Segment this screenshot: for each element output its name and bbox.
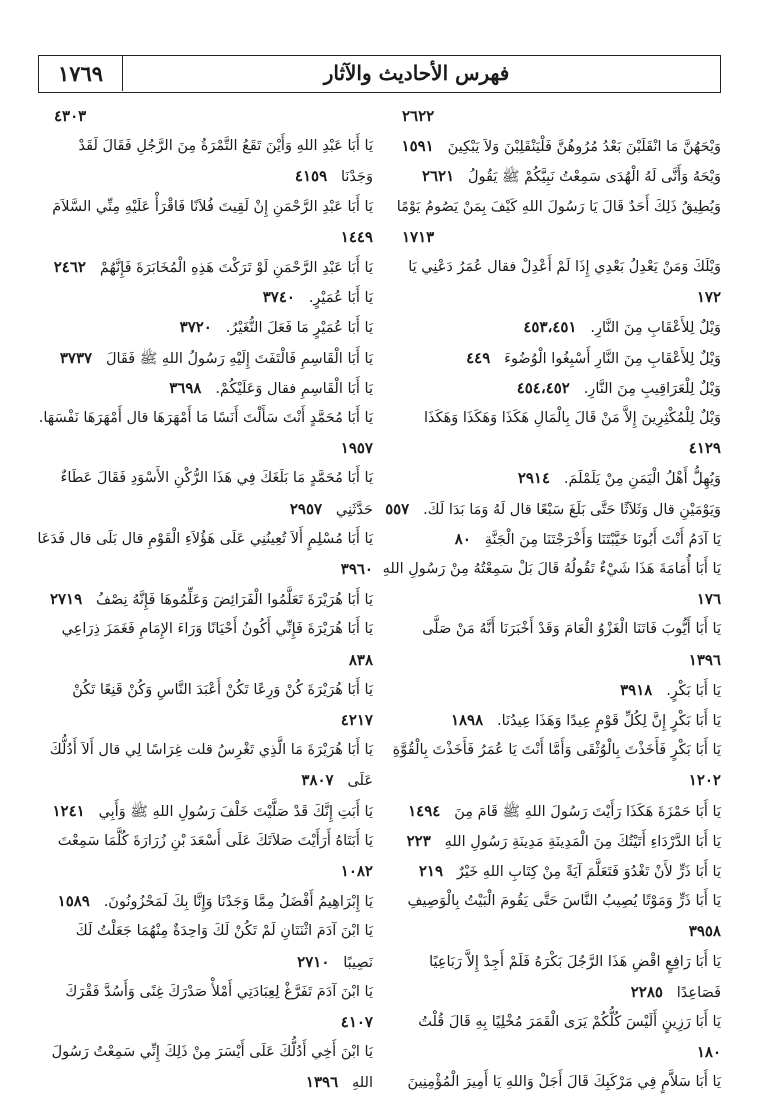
index-entry: [386, 976, 721, 1008]
entry-text: يَا أَبَا عَبْدِ الرَّحْمَنِ إِنْ لَقِيتَ فُلاَنًا فَاقْرَأْ عَلَيْهِ مِنِّي السَّلاَمَ: [52, 198, 373, 215]
entry-text: يَا أَبَا رَافِعٍ اقْضِ هَذَا الرَّجُلَ بَكْرَهُ فَلَمْ أَجِدْ إِلاَّ رَبَاعِيًا: [429, 953, 721, 970]
entry-number: ٨٠: [454, 529, 471, 548]
index-entry: [386, 1006, 721, 1038]
entry-text: يَا أَبَا الدَّرْدَاءِ أَتَيْتُكَ مِنَ الْمَدِينَةِ مَدِينَةِ رَسُولِ اللهِ: [444, 833, 721, 850]
index-entry: [38, 613, 373, 645]
index-entry: [386, 915, 721, 947]
entry-text: وَيْلٌ لِلأَعْقَابِ مِنَ النَّارِ أَسْبِغُوا الْوُضُوءَ: [504, 350, 721, 367]
index-entry: [386, 764, 721, 796]
entry-number: ٢٦٢١: [421, 167, 455, 186]
entry-text: وَيْلٌ لِلْمُكْثِرِينَ إِلاَّ مَنْ قَالَ بِالْمَالِ هَكَذَا وَهَكَذَا وَهَكَذَا: [423, 410, 721, 426]
index-entry: [386, 342, 721, 374]
entry-number: ١٧٦: [696, 590, 721, 609]
index-entry: [38, 221, 373, 253]
entry-number: ١٥٩١: [401, 137, 434, 156]
entry-text: يَا أَبَا عُمَيْرٍ.: [308, 290, 373, 307]
index-entry: [386, 160, 721, 192]
entry-number: ٣٧٤٠: [262, 288, 295, 307]
index-entry: [386, 885, 721, 917]
index-entry: [38, 764, 373, 796]
entry-text: وَيْلَكَ وَمَنْ يَعْدِلُ بَعْدِي إِذَا لَمْ أَعْدِلْ فقال عُمَرُ دَعْنِي يَا: [408, 259, 721, 275]
index-entry: [38, 130, 373, 162]
index-entry: [38, 523, 373, 555]
entry-text: وَجَدْنَا: [340, 169, 373, 186]
entry-number: ١٨٩٨: [450, 711, 484, 729]
left-column: [37, 100, 373, 1092]
index-entry: [386, 613, 721, 645]
index-entry: [386, 402, 721, 434]
entry-text: يَا أَبَا الْقَاسِمِ فقال وَعَلَيْكُمْ.: [215, 380, 373, 397]
index-entry: [38, 432, 373, 464]
entry-text: يَا أَبَا هُرَيْرَةَ مَا الَّذِي تَغْرِسُ قلت غِرَاسًا لِي قال أَلاَ أَدُلُّكَ: [49, 742, 373, 759]
entry-number: ٢٢٣: [406, 831, 431, 850]
index-entry: [386, 825, 721, 857]
index-entry: [386, 130, 721, 162]
index-entry: [386, 674, 721, 706]
entry-text: يَا أَبَا هُرَيْرَةَ كُنْ وَرِعًا تَكُنْ أَعْبَدَ النَّاسِ وَكُنْ قَنِعًا تَكُنْ: [72, 681, 373, 698]
entry-text: وَيُهِلُّ أَهْلُ الْيَمَنِ مِنْ يَلَمْلَمَ.: [563, 471, 721, 488]
entry-text: يَا أَبَا هُرَيْرَةَ فَإِنِّي أَكُونُ أَحْيَانًا وَرَاءَ الإِمَامِ فَغَمَزَ ذِرَاعِي: [61, 621, 373, 638]
index-entry: [38, 885, 373, 917]
index-entry: [386, 372, 721, 404]
entry-number: ٢١٩: [418, 862, 444, 880]
entry-number: ٤٤٩: [466, 348, 491, 367]
entry-text: حَدَّثَنِي: [335, 501, 373, 518]
entry-text: يَا أَبَا أَيُّوبَ فَاتَنَا الْغَزْوُ الْعَامَ وَقَدْ أَخْبَرَنَا أَنَّهُ مَنْ صَلَّى: [422, 621, 721, 638]
entry-number: ١٧٢: [696, 288, 721, 307]
entry-text: يَا أَبَا ذَرٍّ وَمَوْتًا يُصِيبُ النَّاسَ حَتَّى يَقُومَ الْبَيْتُ بِالْوَصِيفِ: [407, 893, 721, 910]
index-entry: [38, 402, 373, 434]
entry-number: ١٧١٣: [402, 227, 435, 246]
index-entry: [38, 644, 373, 676]
entry-number: ٤١٥٩: [294, 167, 328, 186]
entry-number: ٣٩٥٨: [688, 922, 721, 941]
index-entry: [38, 1066, 373, 1098]
index-entry: [386, 191, 721, 223]
index-entry: [38, 342, 373, 374]
page-header: [38, 55, 721, 93]
index-entry: [38, 915, 373, 947]
index-entry: [382, 553, 721, 585]
index-entry: [386, 855, 721, 887]
index-entry: [38, 281, 373, 313]
entry-number: ٢٤٦٢: [53, 258, 86, 276]
entry-text: يَا أَبَا بَكْرٍ فَأَخَذْتَ بِالْوُثْقَى وَأَمَّا أَنْتَ يَا عُمَرُ فَأَخَذْتَ بِالْقُوَّةِ: [392, 742, 721, 759]
entry-text: فَصَاعِدًا: [676, 984, 721, 1001]
entry-text: يَا أَبَا عُمَيْرٍ مَا فَعَلَ النُّغَيْرُ.: [225, 320, 373, 337]
index-entry: [386, 251, 721, 283]
index-entry: [38, 462, 373, 494]
index-entry: [386, 1066, 721, 1098]
index-entry: [38, 160, 373, 192]
entry-text: وَيَوْمَيْنِ قال وَثَلاَثًا حَتَّى بَلَغَ سَبْعًا قال لَهُ وَمَا بَدَا لَكَ.: [423, 501, 721, 518]
index-entry: [38, 1006, 373, 1038]
entry-number: ٣٩٦٠: [340, 560, 373, 578]
entry-number: ٣٩١٨: [620, 680, 653, 699]
index-entry: [386, 493, 721, 525]
index-entry: [386, 100, 721, 132]
entry-number: ١٣٩٦: [688, 650, 721, 669]
entry-text: يَا أَبَا بَكْرٍ إِنَّ لِكُلِّ قَوْمٍ عِيدًا وَهَذَا عِيدُنَا.: [497, 713, 721, 729]
entry-number: ٣٨٠٧: [301, 771, 334, 790]
entry-text: يَا ابْنَ أَخِي أَدُلُّكَ عَلَى أَيْسَرَ مِنْ ذَلِكَ إِنِّي سَمِعْتُ رَسُولَ: [51, 1044, 373, 1061]
index-entry: [38, 855, 373, 887]
index-entry: [38, 100, 373, 132]
entry-number: ٣٧٢٠: [179, 318, 212, 337]
index-entry: [386, 795, 721, 827]
entry-number: ١٢٤١: [52, 801, 85, 820]
entry-text: يَا أَبَا رَزِينٍ أَلَيْسَ كُلُّكُمْ يَرَى الْقَمَرَ مُخْلِيًا بِهِ قَالَ قُلْتُ: [418, 1014, 721, 1030]
entry-number: ٤١٢٩: [688, 439, 721, 458]
entry-text: يَا أَبَا الْقَاسِمِ فَالْتَفَتَ إِلَيْهِ رَسُولُ اللهِ ﷺ فَقَالَ: [105, 350, 373, 367]
entry-number: ٤٢١٧: [340, 711, 373, 729]
entry-number: ١٥٨٩: [57, 892, 90, 911]
entry-text: يَا آدَمُ أَنْتَ أَبُونَا خَيَّبْتَنَا وَأَخْرَجْتَنَا مِنَ الْجَنَّةِ: [484, 531, 721, 548]
entry-text: وَيُطِيقُ ذَلِكَ أَحَدٌ قَالَ يَا رَسُولَ اللهِ كَيْفَ بِمَنْ يَصُومُ يَوْمًا: [396, 198, 721, 215]
index-entry: [386, 523, 721, 555]
index-entry: [38, 191, 373, 223]
entry-text: يَا أَبَا ذَرٍّ لأَنْ تَغْدُوَ فَتَعَلَّمَ آيَةً مِنْ كِتَابِ اللهِ خَيْرٌ: [456, 864, 721, 880]
index-entry: [38, 674, 373, 706]
page-number: ١٧٦٩: [39, 56, 123, 91]
index-entry: [38, 795, 373, 827]
index-entry: [38, 946, 373, 978]
index-entry: [386, 221, 721, 253]
entry-number: ٨٣٨: [348, 650, 373, 669]
entry-text: يَا أَبَا أُمَامَةَ هَذَا شَيْءٌ تَقُولُهُ قَالَ بَلْ سَمِعْتُهُ مِنْ رَسُولِ اللهِ: [382, 561, 721, 577]
entry-text: يَا أَبَا سَلاَّمٍ فِي مَرْكَبِكَ قَالَ أَجَلْ وَاللهِ يَا أَمِيرَ الْمُؤْمِنِينَ: [407, 1074, 721, 1091]
entry-number: ٤١٠٧: [340, 1013, 373, 1031]
index-entry: [386, 583, 721, 615]
entry-number: ٢٢٨٥: [630, 982, 663, 1001]
entry-number: ١٢٠٢: [688, 771, 721, 790]
entry-number: ٤٣٠٣: [54, 107, 87, 125]
entry-text: يَا أَبَا مُحَمَّدٍ أَنْتَ سَأَلْتَ أَنَسًا مَا أَمْهَرَهَا قال أَمْهَرَهَا نَفْسَهَا.: [38, 410, 373, 426]
index-entry: [386, 946, 721, 978]
entry-text: يَا أَبَا بَكْرٍ.: [666, 682, 721, 699]
entry-text: يَا أَبَا عَبْدِ الرَّحْمَنِ لَوْ تَرَكْتَ هَذِهِ الْمُخَابَرَةَ فَإِنَّهُمْ: [99, 260, 373, 276]
entry-text: يَا ابْنَ آدَمَ تَفَرَّغْ لِعِبَادَتِي أَمْلأْ صَدْرَكَ غِنًى وَأَسُدَّ فَقْرَكَ: [65, 983, 373, 1000]
entry-number: ١٤٩٤: [408, 801, 441, 820]
entry-number: ١٠٨٢: [340, 862, 373, 880]
entry-text: يَا أَبَتِ إِنَّكَ قَدْ صَلَّيْتَ خَلْفَ رَسُولِ اللهِ ﷺ وَأَبِي: [98, 803, 373, 820]
entry-number: ١٨٠: [696, 1043, 721, 1062]
index-entry: [386, 281, 721, 313]
entry-number: ٤٥٤،٤٥٢: [516, 378, 570, 397]
index-entry: [386, 734, 721, 766]
index-entry: [38, 734, 373, 766]
entry-number: ١٤٤٩: [340, 227, 373, 246]
entry-text: اللهِ: [351, 1075, 373, 1092]
entry-text: وَيْلٌ لِلأَعْقَابِ مِنَ النَّارِ.: [590, 320, 721, 337]
index-entry: [38, 1036, 373, 1068]
entry-text: يَا أَبَا هُرَيْرَةَ تَعَلَّمُوا الْفَرَائِضَ وَعَلِّمُوهَا فَإِنَّهُ نِصْفُ: [96, 592, 373, 609]
entry-number: ٢٧١٩: [49, 590, 83, 609]
entry-text: يَا أَبَا مُسْلِمٍ أَلاَ تُعِينُنِي عَلَى هَؤُلاَءِ الْقَوْمِ قال بَلَى قال فَدَعَا: [37, 530, 373, 547]
entry-number: ٣٧٣٧: [59, 348, 93, 367]
index-entry: [38, 553, 373, 585]
entry-text: عَلَى: [347, 773, 373, 790]
right-column: [382, 100, 721, 1091]
entry-number: ١٩٥٧: [340, 439, 373, 458]
index-entry: [38, 311, 373, 343]
index-entry: [386, 644, 721, 676]
entry-text: وَيْحَهُ وَأَنَّى لَهُ الْهُدَى سَمِعْتُ نَبِيَّكُمْ ﷺ يَقُولُ: [468, 169, 721, 186]
entry-number: ٣٦٩٨: [169, 378, 202, 397]
entry-number: ٢٦٢٢: [402, 107, 435, 125]
index-entry: [38, 372, 373, 404]
entry-number: ٢٩١٤: [517, 469, 551, 488]
entry-text: يَا أَبَتَاهُ أَرَأَيْتَ صَلاَتَكَ عَلَى أَسْعَدَ بْنِ زُرَارَةَ كُلَّمَا سَمِعْتَ: [57, 832, 373, 849]
index-entry: [386, 432, 721, 464]
entry-number: ٢٩٥٧: [289, 499, 323, 518]
index-entry: [38, 251, 373, 283]
index-entry: [38, 825, 373, 857]
index-entry: [38, 976, 373, 1008]
index-entry: [38, 704, 373, 736]
entry-text: نَصِيبًا: [343, 954, 373, 971]
entry-number: ٥٥٧: [385, 499, 410, 518]
index-entry: [38, 583, 373, 615]
index-entry: [386, 1036, 721, 1068]
entry-text: يَا أَبَا عَبْدِ اللهِ وَأَيْنَ تَقَعُ التَّمْرَةُ مِنَ الرَّجُلِ فَقَالَ لَقَدْ: [78, 138, 373, 155]
entry-number: ١٣٩٦: [305, 1073, 339, 1092]
entry-text: يَا أَبَا مُحَمَّدٍ مَا بَلَغَكَ فِي هَذَا الرُّكْنِ الأَسْوَدِ فَقَالَ عَطَاءٌ: [60, 470, 373, 487]
index-entry: [386, 462, 721, 494]
page-title: فهرس الأحاديث والآثار: [323, 61, 510, 85]
entry-text: يَا أَبَا حَمْزَةَ هَكَذَا رَأَيْتَ رَسُولَ اللهِ ﷺ قَامَ مِنَ: [454, 803, 721, 820]
entry-text: يَا إِبْرَاهِيمُ أَفْضَلُ مِمَّا وَجَدْنَا وَإِنَّا بِكَ لَمَحْزُونُونَ.: [103, 894, 373, 911]
entry-text: يَا ابْنَ آدَمَ اثْنَتَانِ لَمْ تَكُنْ لَكَ وَاحِدَةٌ مِنْهُمَا جَعَلْتُ لَكَ: [75, 923, 373, 940]
entry-number: ٢٧١٠: [297, 952, 330, 971]
entry-text: وَيْلٌ لِلْعَرَاقِيبِ مِنَ النَّارِ.: [583, 380, 721, 397]
index-entry: [386, 704, 721, 736]
entry-number: ٤٥٣،٤٥١: [523, 318, 577, 337]
index-entry: [386, 311, 721, 343]
entry-text: وَيْحَهُنَّ مَا انْقَلَبْنَ بَعْدُ مُرُوهُنَّ فَلْيَنْقَلِبْنَ وَلاَ يَبْكِينَ: [447, 139, 721, 156]
index-entry: [38, 493, 373, 525]
